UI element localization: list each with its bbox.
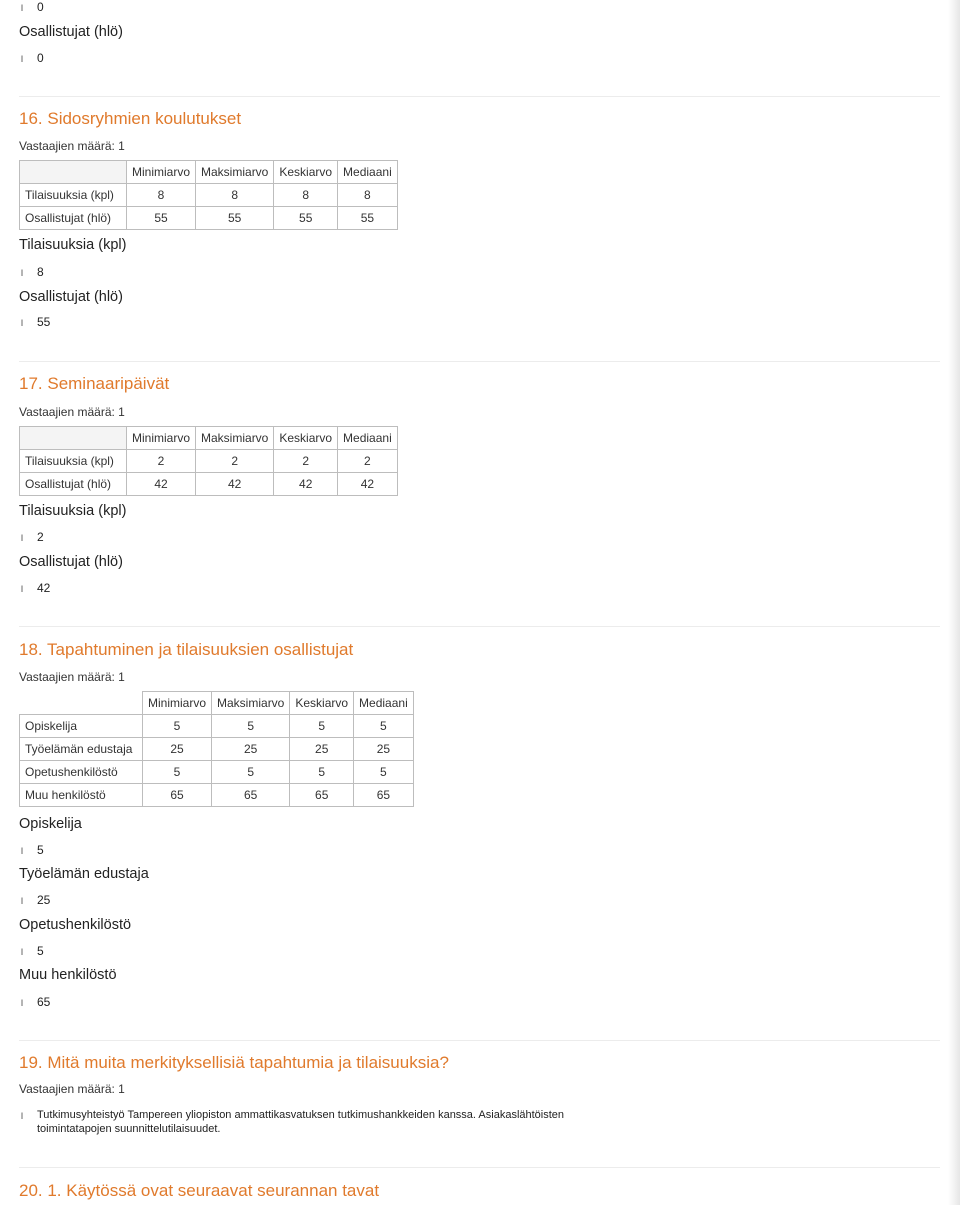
table-row	[20, 761, 414, 784]
table-cell: 2	[338, 450, 398, 473]
table-header-row	[20, 692, 414, 715]
table-header-row	[20, 161, 398, 184]
column-header: Mediaani	[354, 692, 414, 715]
item-label: Osallistujat (hlö)	[19, 554, 123, 570]
item-label: Tilaisuuksia (kpl)	[19, 237, 127, 253]
stats-table	[19, 160, 398, 230]
open-answer-text: Tutkimusyhteistyö Tampereen yliopiston ammattikasvatuksen tutkimushankkeiden kanssa. Asiakaslähtöisten toimintatapojen suunnittelutilaisuudet.	[37, 1109, 565, 1135]
table-cell: 2	[274, 450, 338, 473]
bullet-marker: l	[21, 846, 23, 856]
table-cell: 5	[143, 761, 212, 784]
table-row	[20, 473, 398, 496]
row-label: Osallistujat (hlö)	[20, 473, 127, 496]
column-header: Maksimiarvo	[196, 427, 274, 450]
bullet-marker: l	[21, 533, 23, 543]
table-corner-cell	[20, 161, 127, 184]
table-row	[20, 450, 398, 473]
row-label: Muu henkilöstö	[20, 784, 143, 807]
row-label: Opetushenkilöstö	[20, 761, 143, 784]
table-row	[20, 715, 414, 738]
answer-value: 25	[37, 893, 51, 907]
table-cell: 65	[212, 784, 290, 807]
section-title: 20. 1. Käytössä ovat seuraavat seurannan tavat	[19, 1181, 380, 1200]
table-corner-cell	[20, 692, 143, 715]
table-cell: 42	[338, 473, 398, 496]
answer-value: 42	[37, 581, 51, 595]
table-cell: 5	[143, 715, 212, 738]
table-cell: 25	[290, 738, 354, 761]
table-cell: 65	[354, 784, 414, 807]
respondent-count: Vastaajien määrä: 1	[19, 139, 125, 153]
table-row	[20, 207, 398, 230]
table-cell: 55	[338, 207, 398, 230]
column-header: Keskiarvo	[274, 427, 338, 450]
respondent-count: Vastaajien määrä: 1	[19, 1082, 125, 1096]
column-header: Minimiarvo	[143, 692, 212, 715]
row-label: Opiskelija	[20, 715, 143, 738]
table-cell: 5	[290, 761, 354, 784]
answer-value: 55	[37, 315, 51, 329]
table-cell: 5	[290, 715, 354, 738]
row-label: Osallistujat (hlö)	[20, 207, 127, 230]
section-title: 16. Sidosryhmien koulutukset	[19, 109, 242, 128]
item-label: Työelämän edustaja	[19, 866, 149, 882]
answer-value: 8	[37, 265, 44, 279]
answer-value: 5	[37, 944, 44, 958]
table-cell: 25	[354, 738, 414, 761]
table-cell: 25	[143, 738, 212, 761]
column-header: Keskiarvo	[274, 161, 338, 184]
section-title: 17. Seminaaripäivät	[19, 374, 170, 393]
section-title: 18. Tapahtuminen ja tilaisuuksien osallistujat	[19, 640, 354, 659]
column-header: Mediaani	[338, 161, 398, 184]
column-header: Keskiarvo	[290, 692, 354, 715]
item-label: Tilaisuuksia (kpl)	[19, 503, 127, 519]
bullet-marker: l	[21, 584, 23, 594]
respondent-count: Vastaajien määrä: 1	[19, 405, 125, 419]
table-cell: 5	[354, 761, 414, 784]
row-label: Työelämän edustaja	[20, 738, 143, 761]
respondent-count: Vastaajien määrä: 1	[19, 670, 125, 684]
table-row	[20, 184, 398, 207]
table-cell: 8	[127, 184, 196, 207]
column-header: Maksimiarvo	[212, 692, 290, 715]
bullet-marker: l	[21, 54, 23, 64]
column-header: Minimiarvo	[127, 427, 196, 450]
bullet-marker: l	[21, 318, 23, 328]
bullet-marker: l	[21, 896, 23, 906]
table-cell: 2	[127, 450, 196, 473]
section-divider	[19, 96, 940, 97]
stats-table	[19, 691, 414, 807]
table-cell: 5	[354, 715, 414, 738]
bullet-marker: l	[21, 998, 23, 1008]
bullet-marker: l	[21, 3, 23, 13]
answer-value: 0	[37, 51, 44, 65]
row-label: Tilaisuuksia (kpl)	[20, 450, 127, 473]
table-cell: 5	[212, 715, 290, 738]
stats-table	[19, 426, 398, 496]
table-cell: 2	[196, 450, 274, 473]
item-label: Opetushenkilöstö	[19, 917, 132, 933]
table-corner-cell	[20, 427, 127, 450]
table-cell: 55	[274, 207, 338, 230]
table-cell: 65	[143, 784, 212, 807]
row-label: Tilaisuuksia (kpl)	[20, 184, 127, 207]
page-edge-shadow	[948, 0, 960, 1205]
table-cell: 8	[338, 184, 398, 207]
table-cell: 5	[212, 761, 290, 784]
column-header: Mediaani	[338, 427, 398, 450]
item-label: Opiskelija	[19, 816, 82, 832]
bullet-marker: l	[21, 947, 23, 957]
section-divider	[19, 1040, 940, 1041]
section-divider	[19, 626, 940, 627]
table-cell: 25	[212, 738, 290, 761]
answer-value: 0	[37, 0, 44, 14]
table-cell: 42	[274, 473, 338, 496]
item-label: Osallistujat (hlö)	[19, 289, 123, 305]
table-header-row	[20, 427, 398, 450]
table-cell: 55	[127, 207, 196, 230]
item-label: Osallistujat (hlö)	[19, 24, 123, 40]
table-cell: 42	[196, 473, 274, 496]
section-divider	[19, 361, 940, 362]
section-divider	[19, 1167, 940, 1168]
table-row	[20, 784, 414, 807]
section-title: 19. Mitä muita merkityksellisiä tapahtumia ja tilaisuuksia?	[19, 1053, 449, 1072]
bullet-marker: l	[21, 268, 23, 278]
table-cell: 65	[290, 784, 354, 807]
column-header: Minimiarvo	[127, 161, 196, 184]
answer-value: 2	[37, 530, 44, 544]
bullet-marker: l	[21, 1111, 23, 1121]
table-cell: 42	[127, 473, 196, 496]
table-cell: 55	[196, 207, 274, 230]
table-cell: 8	[274, 184, 338, 207]
table-row	[20, 738, 414, 761]
answer-value: 5	[37, 843, 44, 857]
table-cell: 8	[196, 184, 274, 207]
answer-value: 65	[37, 995, 51, 1009]
column-header: Maksimiarvo	[196, 161, 274, 184]
item-label: Muu henkilöstö	[19, 967, 117, 983]
